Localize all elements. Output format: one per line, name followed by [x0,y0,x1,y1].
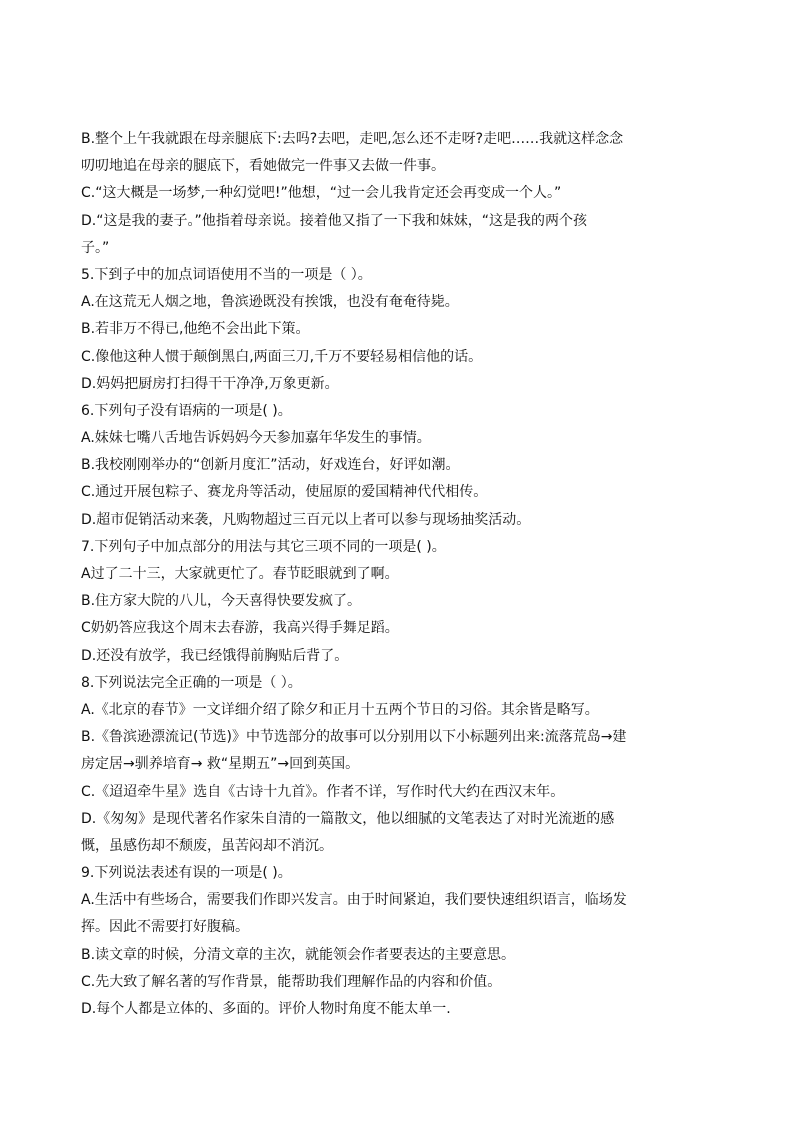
question-8-option-d-cont: 慨，虽感伤却不颓废，虽苦闷却不消沉。 [81,837,333,854]
question-5-option-d: D.妈妈把厨房打扫得干干净净,万象更新。 [81,375,339,392]
question-text-block [81,126,717,1023]
question-9-option-d: D.每个人都是立体的、多面的。评价人物时角度不能太单一. [81,1001,451,1017]
question-6-option-b: B.我校刚刚举办的“创新月度汇”活动，好戏连台，好评如潮。 [81,457,460,474]
text-line: D.“这是我的妻子。”他指着母亲说。接着他又指了一下我和妹妹，“这是我的两个孩 [81,212,587,229]
question-6-stem: 6.下列句子没有语病的一项是( )。 [81,402,292,419]
question-8-option-d: D.《匆匆》是现代著名作家朱自清的一篇散文，他以细腻的文笔表达了对时光流逝的感 [81,810,615,827]
text-line: 叨叨地追在母亲的腿底下，看她做完一件事又去做一件事。 [81,158,445,175]
question-9-option-b: B.读文章的时候，分清文章的主次，就能领会作者要表达的主要意思。 [81,946,516,963]
question-9-option-a-cont: 挥。因此不需要打好腹稿。 [81,919,249,936]
question-8-option-c: C.《迢迢牵牛星》选自《古诗十九首》。作者不详，写作时代大约在西汉末年。 [81,783,565,800]
question-9-option-c: C.先大致了解名著的写作背景，能帮助我们理解作品的内容和价值。 [81,973,502,990]
question-7-option-a: A过了二十三，大家就更忙了。春节眨眼就到了啊。 [81,566,399,582]
question-7-option-b: B.住方家大院的八儿，今天喜得快要发疯了。 [81,593,362,610]
question-9-option-a: A.生活中有些场合，需要我们作即兴发言。由于时间紧迫，我们要快速组织语言，临场发 [81,892,627,909]
question-8-stem: 8.下列说法完全正确的一项是（ ）。 [81,674,302,691]
question-6-option-d: D.超市促销活动来袭，凡购物超过三百元以上者可以参与现场抽奖活动。 [81,511,531,528]
question-5-stem: 5.下到子中的加点词语使用不当的一项是（ ）。 [81,266,372,283]
text-line: C.“这大概是一场梦,一种幻觉吧!”他想，“过一会儿我肯定还会再变成一个人。” [81,185,562,202]
question-5-option-a: A.在这荒无人烟之地，鲁滨逊既没有挨饿，也没有奄奄待毙。 [81,294,459,311]
question-8-option-a: A.《北京的春节》一文详细介绍了除夕和正月十五两个节日的习俗。其余皆是略写。 [81,701,599,718]
question-5-option-b: B.若非万不得已,他绝不会出此下策。 [81,321,310,338]
question-6-option-a: A.妹妹七嘴八舌地告诉妈妈今天参加嘉年华发生的事情。 [81,430,431,447]
question-7-option-c: C奶奶答应我这个周末去春游，我高兴得手舞足蹈。 [81,620,399,637]
question-8-option-b: B.《鲁滨逊漂流记(节选)》中节选部分的故事可以分别用以下小标题列出来:流落荒岛→建 [81,729,627,746]
question-6-option-c: C.通过开展包粽子、赛龙舟等活动，使屈原的爱国精神代代相传。 [81,484,488,501]
question-7-option-d: D.还没有放学，我已经饿得前胸贴后背了。 [81,647,349,664]
question-5-option-c: C.像他这种人惯于颠倒黑白,两面三刀,千万不要轻易相信他的话。 [81,348,483,365]
question-7-stem: 7.下列句子中加点部分的用法与其它三项不同的一项是( )。 [81,538,446,555]
text-line: B.整个上午我就跟在母亲腿底下:去吗?去吧，走吧,怎么还不走呀?走吧……我就这样念念 [81,131,624,147]
question-9-stem: 9.下列说法表述有误的一项是( )。 [81,865,292,882]
text-line: 子。” [81,239,110,256]
question-8-option-b-cont: 房定居→驯养培育→ 救“星期五”→回到英国。 [81,756,360,773]
